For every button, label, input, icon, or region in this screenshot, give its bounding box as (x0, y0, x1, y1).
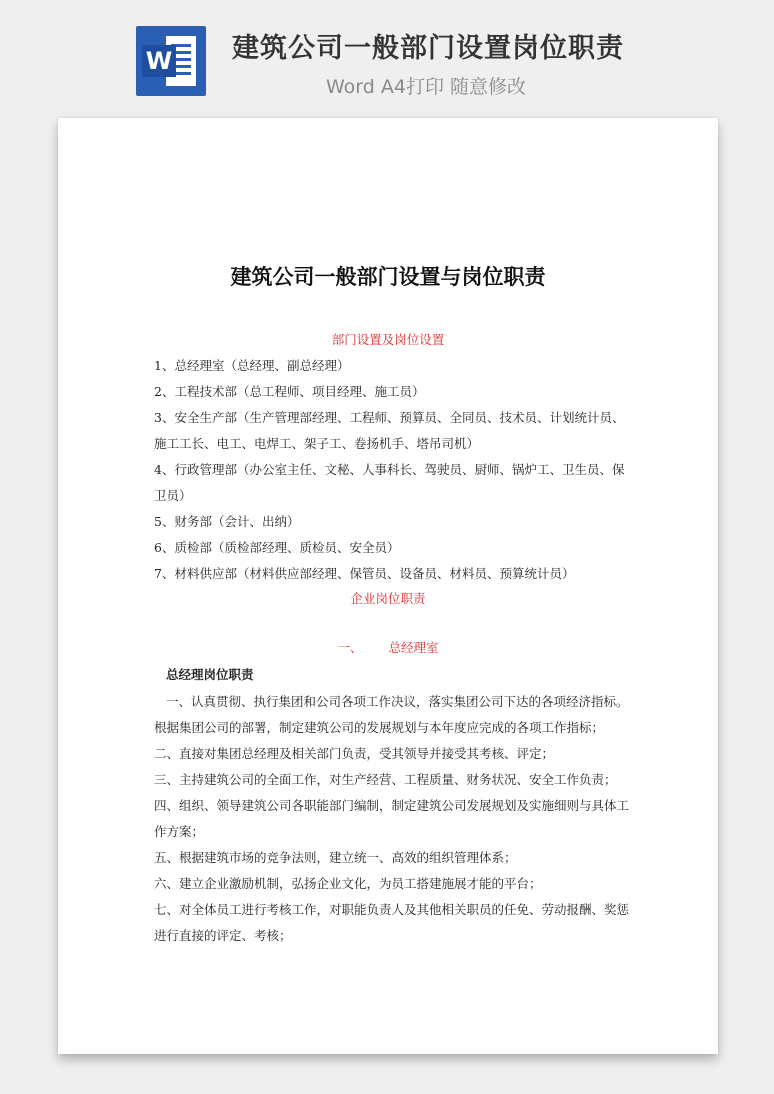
dept-line: 6、质检部（质检部经理、质检员、安全员） (154, 540, 400, 555)
section-heading-departments: 部门设置及岗位设置 (331, 332, 445, 347)
word-logo-letter: W (142, 45, 176, 77)
duty-line: 三、主持建筑公司的全面工作，对生产经营、工程质量、财务状况、安全工作负责； (154, 772, 617, 787)
duty-line: 二、直接对集团总经理及相关部门负责，受其领导并接受其考核、评定； (154, 746, 555, 761)
duty-line: 根据集团公司的部署，制定建筑公司的发展规划与本年度应完成的各项工作指标； (154, 720, 605, 735)
duty-line: 进行直接的评定、考核； (154, 928, 292, 943)
header-banner (0, 0, 774, 110)
section-one-name: 总经理室 (388, 640, 439, 655)
section-one-heading (58, 638, 718, 656)
word-doc-icon (136, 26, 206, 96)
banner-title: 建筑公司一般部门设置岗位职责 (232, 33, 624, 64)
banner-subtitle: Word A4打印 随意修改 (326, 76, 527, 98)
dept-line: 3、安全生产部（生产管理部经理、工程师、预算员、全同员、技术员、计划统计员、 (154, 410, 625, 425)
dept-line: 施工工长、电工、电焊工、架子工、卷扬机手、塔吊司机） (154, 436, 480, 451)
duty-line: 七、对全体员工进行考核工作，对职能负责人及其他相关职员的任免、劳动报酬、奖惩 (154, 902, 630, 917)
duty-line: 五、根据建筑市场的竞争法则，建立统一、高效的组织管理体系； (154, 850, 517, 865)
dept-line: 4、行政管理部（办公室主任、文秘、人事科长、驾驶员、厨师、锅炉工、卫生员、保 (154, 462, 625, 477)
document-title: 建筑公司一般部门设置与岗位职责 (230, 264, 546, 289)
duty-line: 作方案； (154, 824, 205, 839)
section-heading-duties: 企业岗位职责 (350, 591, 426, 606)
dept-line: 1、总经理室（总经理、副总经理） (154, 358, 350, 373)
duty-line: 一、认真贯彻、执行集团和公司各项工作决议，落实集团公司下达的各项经济指标。 (166, 694, 629, 709)
dept-line: 卫员） (154, 488, 192, 503)
subheading-gm-duties: 总经理岗位职责 (166, 667, 254, 682)
document-page (58, 118, 718, 1054)
duty-line: 六、建立企业激励机制，弘扬企业文化，为员工搭建施展才能的平台； (154, 876, 542, 891)
duty-line: 四、组织、领导建筑公司各职能部门编制，制定建筑公司发展规划及实施细则与具体工 (154, 798, 630, 813)
dept-line: 2、工程技术部（总工程师、项目经理、施工员） (154, 384, 425, 399)
section-one-number: 一、 (337, 640, 363, 655)
dept-line: 7、材料供应部（材料供应部经理、保管员、设备员、材料员、预算统计员） (154, 566, 575, 581)
dept-line: 5、财务部（会计、出纳） (154, 514, 300, 529)
